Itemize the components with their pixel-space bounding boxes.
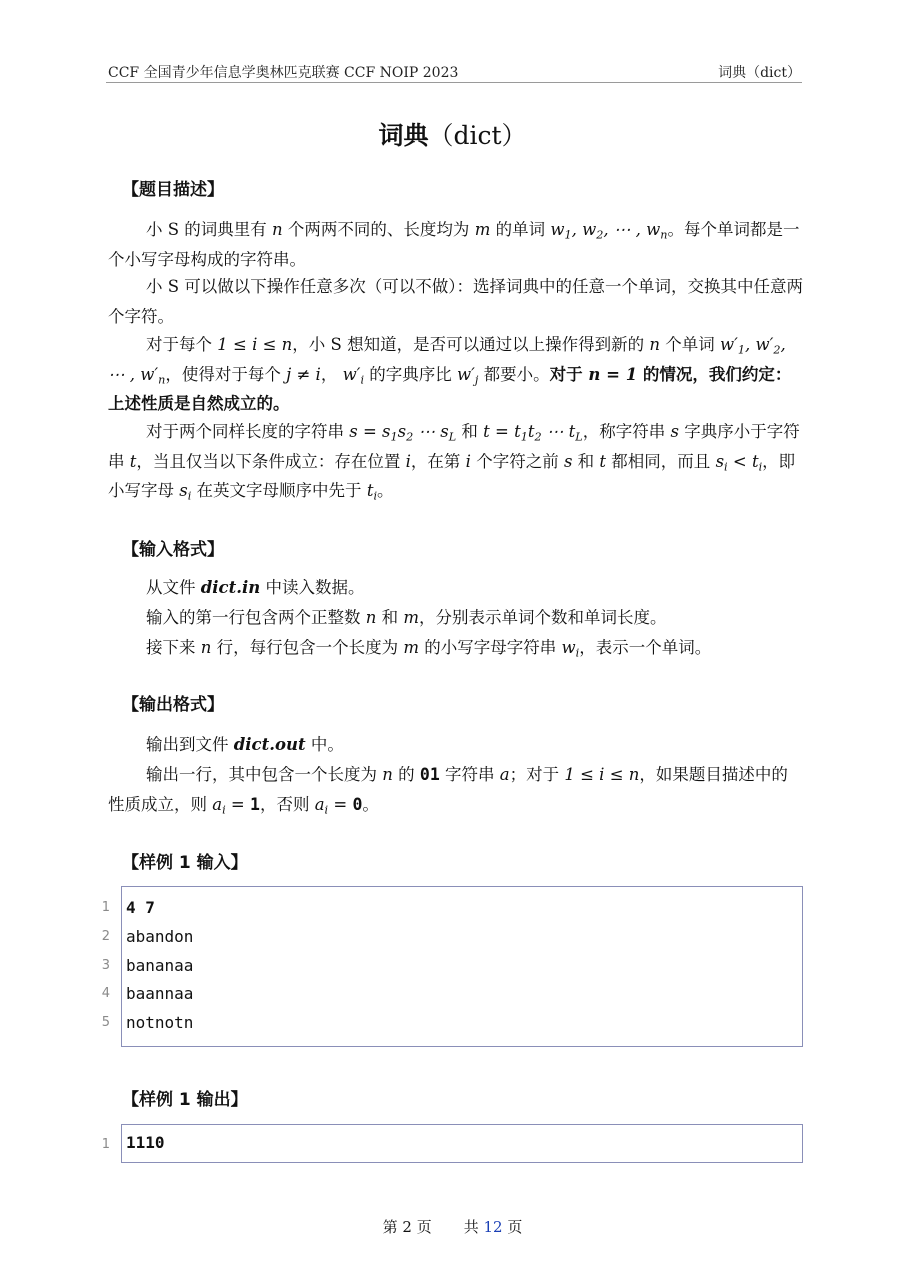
sample-output-line-numbers: 1 [101, 1137, 110, 1152]
input-line-1: 从文件 dict.in 中读入数据。 [146, 578, 365, 597]
sample-input-line-numbers: 1 2 3 4 5 [101, 900, 110, 1031]
section-output-heading: 【输出格式】 [122, 695, 224, 715]
code-line: 4 7 [126, 898, 155, 917]
code-line: baannaa [126, 984, 194, 1004]
total-pages: 12 [483, 1218, 503, 1236]
title-cn: 词典 [378, 121, 429, 150]
section-sample-input-heading: 【样例 1 输入】 [122, 853, 248, 873]
code-line: bananaa [126, 955, 194, 975]
section-sample-output-heading: 【样例 1 输出】 [122, 1090, 248, 1110]
description-paragraph-2: 小 S 可以做以下操作任意多次（可以不做）：选择词典中的任意一个单词，交换其中任意两个字符。 [108, 277, 804, 326]
description-paragraph-1: 小 S 的词典里有 n 个两两不同的、长度均为 m 的单词 $w_1$, $w_2$, ⋯ , $w_n$。每个单词都是一个小写字母构成的字符串。 [108, 220, 800, 269]
page-footer: 第 2 页 共 12 页 [382, 1218, 523, 1236]
code-line: 1110 [126, 1133, 165, 1152]
page-title [0, 116, 905, 152]
header-left-text: CCF 全国青少年信息学奥林匹克联赛 CCF NOIP 2023 [108, 65, 459, 81]
input-line-3: 接下来 n 行，每行包含一个长度为 m 的小写字母字符串 $w_i$，表示一个单词。 [146, 638, 712, 660]
section-input-heading: 【输入格式】 [122, 540, 224, 560]
description-paragraph-3: 对于每个 1 ≤ i ≤ n，小 S 想知道，是否可以通过以上操作得到新的 n 个单词 $w'_1$, $w'_2$, ⋯ , $w'_n$，使得对于每个 j ≠ i， $w'_i$ 的字典序比 $w'_j$ 都要小。对于 n = 1 的情况，我们约定：上述性质是自然成立的。 [108, 335, 792, 413]
title-en: （dict） [428, 121, 527, 150]
section-description-heading: 【题目描述】 [122, 180, 224, 200]
output-line-2: 输出一行，其中包含一个长度为 n 的 01 字符串 a；对于 1 ≤ i ≤ n，如果题目描述中的性质成立，则 $a_i = 1$，否则 $a_i = 0$。 [108, 765, 788, 816]
header-right-text: 词典（dict） [718, 65, 801, 81]
sample-input-code-box[interactable] [121, 886, 803, 1047]
header-divider [106, 82, 802, 83]
output-line-1: 输出到文件 dict.out 中。 [146, 735, 344, 754]
input-line-2: 输入的第一行包含两个正整数 n 和 m，分别表示单词个数和单词长度。 [146, 608, 667, 627]
code-line: abandon [126, 926, 194, 946]
sample-output-code-box[interactable] [121, 1124, 803, 1163]
description-paragraph-4: 对于两个同样长度的字符串 $s = s_1s_2$ ⋯ $s_L$ 和 $t = t_1t_2$ ⋯ $t_L$，称字符串 s 字典序小于字符串 t，当且仅当以下条件成立：存在位置 i，在第 i 个字符之前 s 和 t 都相同，而且 $s_i < t_i$，即小写字母 $s_i$ 在英文字母顺序中先于 $t_i$。 [108, 422, 800, 503]
code-line: notnotn [126, 1013, 194, 1033]
